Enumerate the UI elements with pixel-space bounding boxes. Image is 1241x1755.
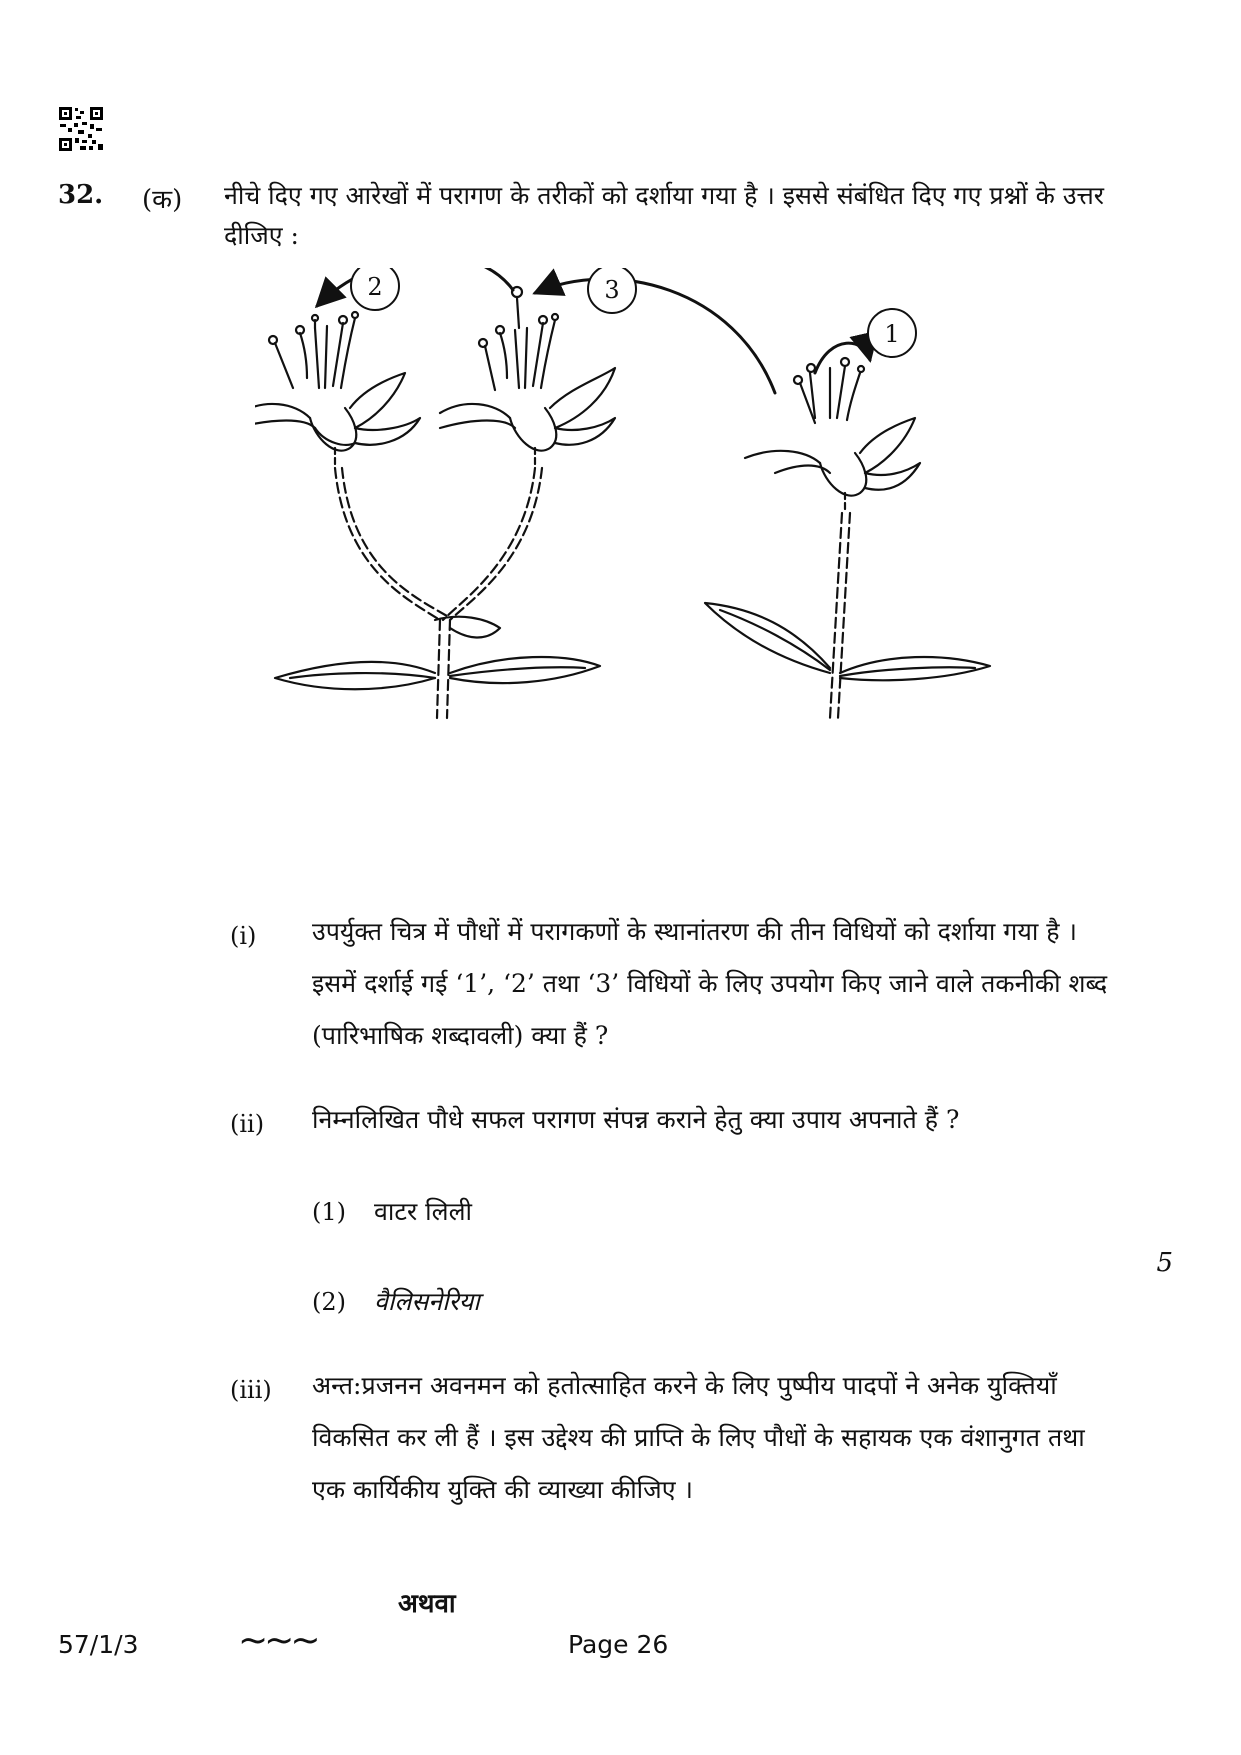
paper-code: 57/1/3 — [58, 1630, 139, 1659]
option-2-number: (2) — [312, 1288, 346, 1316]
pollination-diagram — [255, 268, 1115, 820]
flower-middle — [440, 287, 615, 468]
label-circle-1 — [868, 309, 916, 357]
diagram-label-1: 1 — [884, 320, 900, 348]
part-iii-label: (iii) — [230, 1376, 272, 1404]
arrow-3-path — [535, 279, 775, 393]
option-1-text: वाटर लिली — [374, 1197, 472, 1226]
part-iii-text: अन्त:प्रजनन अवनमन को हतोत्साहित करने के लिए पुष्पीय पादपों ने अनेक युक्तियाँ विकसित कर ली हैं । इस उद्देश्य की प्राप्ति के लिए पौधों के सहायक एक वंशानुगत तथा एक कार्यिकीय युक्ति की व्याख्या कीजिए । — [312, 1371, 1085, 1504]
page-number: Page 26 — [568, 1630, 669, 1659]
or-divider: अथवा — [398, 1589, 456, 1619]
part-ii-text: निम्नलिखित पौधे सफल परागण संपन्न कराने हेतु क्या उपाय अपनाते हैं ? — [312, 1105, 960, 1134]
label-circle-2 — [351, 268, 399, 310]
diagram-label-3: 3 — [604, 276, 620, 304]
part-ii-label: (ii) — [230, 1110, 265, 1138]
label-circle-3 — [588, 268, 636, 313]
question-number: 32. — [58, 180, 104, 210]
wave-mark: ~~~ — [238, 1620, 317, 1661]
arrow-2-path — [317, 268, 513, 306]
option-2-text: वैलिसनेरिया — [374, 1287, 480, 1316]
qr-code — [58, 106, 104, 152]
diagram-label-2: 2 — [367, 273, 383, 301]
part-i-text: उपर्युक्त चित्र में पौधों में परागकणों के स्थानांतरण की तीन विधियों को दर्शाया गया है । इसमें दर्शाई गई ‘1’, ‘2’ तथा ‘3’ विधियों के लिए उपयोग किए जाने वाले तकनीकी शब्द (पारिभाषिक शब्दावली) क्या हैं ? — [312, 917, 1108, 1050]
flower-left — [255, 312, 420, 468]
option-1-number: (1) — [312, 1198, 346, 1226]
marks: 5 — [1156, 1248, 1173, 1278]
part-i-label: (i) — [230, 922, 257, 950]
question-sub-label: (क) — [142, 185, 183, 215]
question-intro: नीचे दिए गए आरेखों में परागण के तरीकों को दर्शाया गया है । इससे संबंधित दिए गए प्रश्नों के उत्तर दीजिए : — [224, 181, 1105, 250]
